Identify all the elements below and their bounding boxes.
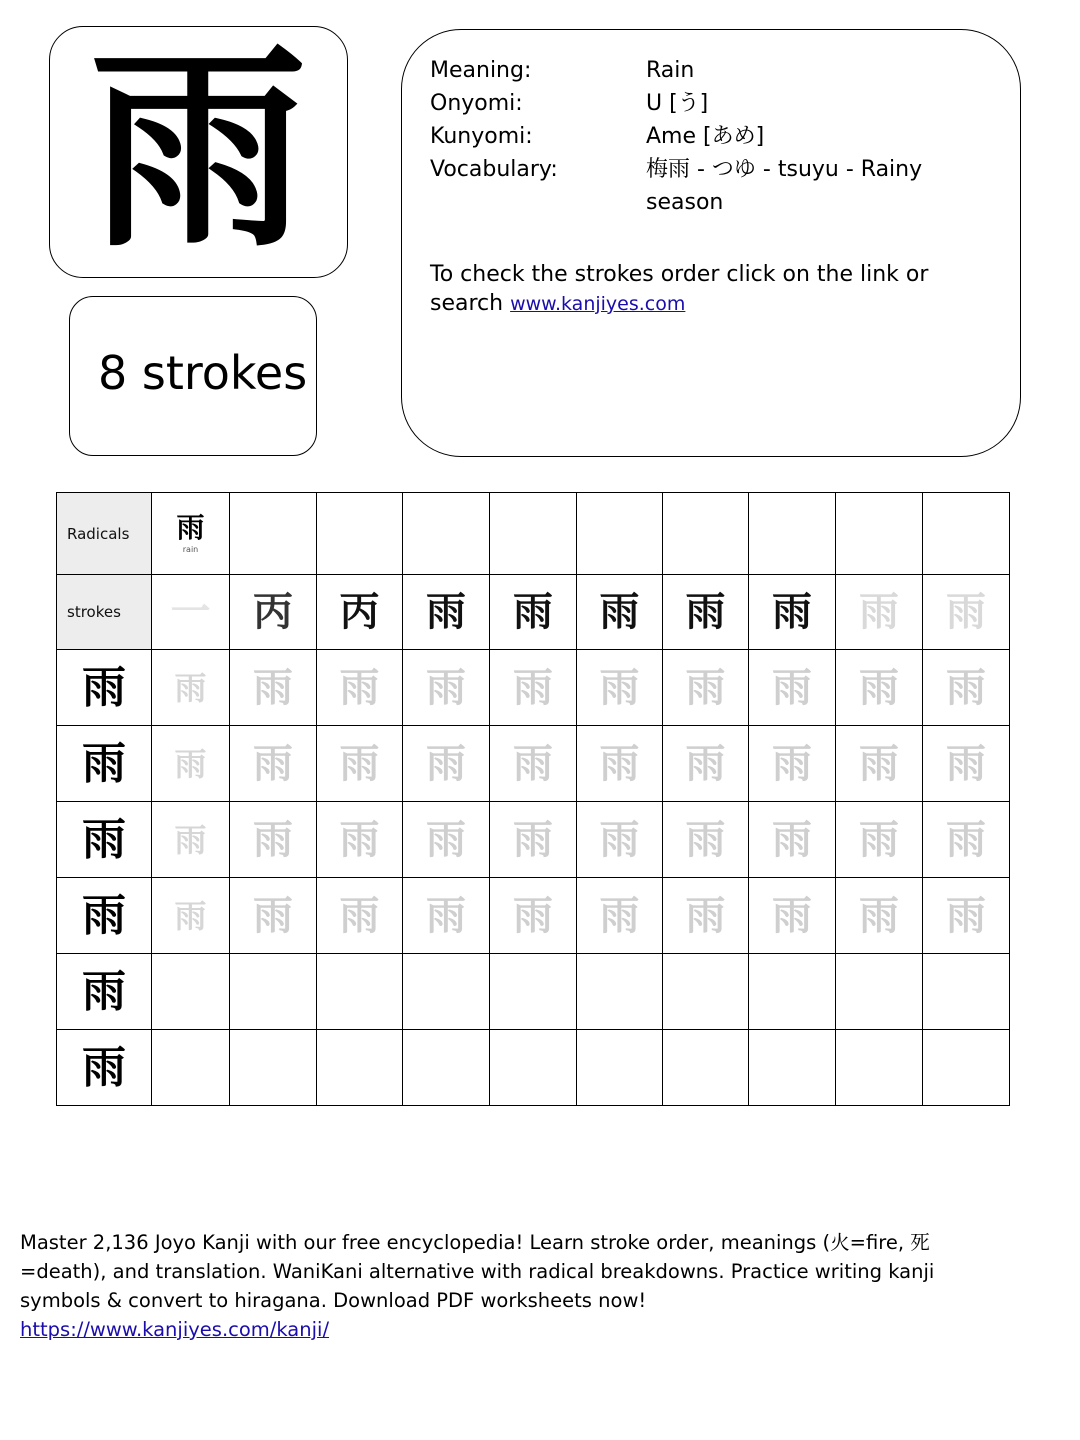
trace-cell[interactable] (490, 878, 577, 954)
footer-text: Master 2,136 Joyo Kanji with our free encyclopedia! Learn stroke order, meanings (火=fire, 死=death), and translation. WaniKani alternative with radical breakdowns. Practice writing kanji symbols & convert to hiragana. Download PDF worksheets now! (20, 1231, 935, 1312)
model-kanji: 雨 (82, 889, 126, 941)
radical-meaning: rain (182, 544, 199, 554)
trace-kanji: 雨 (174, 668, 207, 707)
vocabulary-label: Vocabulary: (430, 157, 558, 182)
trace-kanji: 雨 (174, 744, 207, 783)
blank-practice-cell[interactable] (923, 954, 1010, 1030)
kunyomi-label: Kunyomi: (430, 124, 533, 149)
empty-cell[interactable] (490, 493, 577, 575)
practice-row (57, 878, 1010, 954)
trace-cell[interactable] (230, 878, 317, 954)
info-card (401, 29, 1021, 457)
trace-cell[interactable] (663, 878, 749, 954)
trace-cell[interactable] (663, 650, 749, 726)
trace-kanji: 雨 (253, 663, 293, 711)
trace-kanji: 雨 (599, 815, 640, 863)
trace-kanji: 雨 (685, 891, 726, 939)
model-cell (57, 954, 152, 1030)
practice-row (57, 954, 1010, 1030)
model-kanji: 雨 (82, 1041, 126, 1093)
kanji-card (49, 21, 348, 278)
stroke-step: 雨 (426, 588, 466, 635)
trace-kanji: 雨 (513, 739, 553, 787)
meaning-label: Meaning: (430, 58, 532, 83)
model-cell (57, 726, 152, 802)
blank-practice-cell[interactable] (663, 954, 749, 1030)
trace-cell[interactable] (490, 802, 577, 878)
model-cell (57, 802, 152, 878)
stroke-step: 雨 (772, 588, 812, 635)
search-text: search (430, 291, 504, 316)
trace-cell[interactable] (490, 726, 577, 802)
trace-cell[interactable] (923, 650, 1010, 726)
stroke-step-cell (403, 575, 490, 650)
stroke-step: 雨 (599, 588, 640, 635)
empty-cell[interactable] (577, 493, 663, 575)
trace-cell[interactable] (230, 726, 317, 802)
empty-cell[interactable] (663, 493, 749, 575)
trace-cell[interactable] (836, 726, 923, 802)
strokes-row-label: strokes (57, 575, 152, 650)
trace-kanji: 雨 (772, 815, 812, 863)
trace-cell[interactable] (152, 726, 230, 802)
trace-kanji: 雨 (685, 739, 726, 787)
blank-practice-cell[interactable] (490, 1030, 577, 1106)
trace-kanji: 雨 (772, 891, 812, 939)
blank-practice-cell[interactable] (490, 954, 577, 1030)
empty-cell[interactable] (317, 493, 403, 575)
trace-cell[interactable] (749, 726, 836, 802)
trace-cell[interactable] (577, 726, 663, 802)
blank-practice-cell[interactable] (230, 954, 317, 1030)
trace-kanji: 雨 (174, 820, 207, 859)
stroke-step-cell (230, 575, 317, 650)
trace-cell[interactable] (577, 878, 663, 954)
blank-practice-cell[interactable] (577, 1030, 663, 1106)
trace-cell[interactable] (749, 878, 836, 954)
trace-cell[interactable] (403, 650, 490, 726)
stroke-step-cell (152, 575, 230, 650)
trace-cell[interactable] (152, 878, 230, 954)
trace-kanji: 雨 (513, 663, 553, 711)
stroke-count-card (69, 296, 317, 456)
blank-practice-cell[interactable] (403, 954, 490, 1030)
trace-kanji: 雨 (685, 815, 726, 863)
trace-kanji: 雨 (513, 815, 553, 863)
trace-kanji: 雨 (339, 815, 380, 863)
trace-kanji: 雨 (253, 815, 293, 863)
model-kanji: 雨 (82, 965, 126, 1017)
trace-cell[interactable] (490, 650, 577, 726)
trace-cell[interactable] (577, 802, 663, 878)
blank-practice-cell[interactable] (317, 1030, 403, 1106)
trace-kanji: 雨 (946, 891, 986, 939)
trace-kanji: 雨 (426, 891, 466, 939)
trace-kanji: 雨 (426, 739, 466, 787)
footer-blurb (20, 1228, 980, 1344)
onyomi-label: Onyomi: (430, 91, 523, 116)
stroke-step: 雨 (685, 588, 726, 635)
stroke-count-label: 8 strokes (98, 346, 308, 400)
trace-kanji: 雨 (772, 663, 812, 711)
trace-cell[interactable] (923, 878, 1010, 954)
radical-kanji: 雨 (176, 510, 205, 544)
trace-kanji: 雨 (513, 891, 553, 939)
trace-kanji: 雨 (599, 663, 640, 711)
stroke-step-cell (836, 575, 923, 650)
practice-row (57, 802, 1010, 878)
onyomi-value: U [う] (646, 91, 709, 116)
stroke-order-note (430, 260, 930, 319)
stroke-step: 丙 (253, 588, 293, 635)
stroke-step: 雨 (946, 588, 986, 635)
blank-practice-cell[interactable] (230, 1030, 317, 1106)
blank-practice-cell[interactable] (749, 954, 836, 1030)
kanjiyes-link[interactable]: www.kanjiyes.com (510, 293, 686, 315)
trace-cell[interactable] (317, 650, 403, 726)
stroke-step-cell (317, 575, 403, 650)
blank-practice-cell[interactable] (403, 1030, 490, 1106)
trace-cell[interactable] (403, 878, 490, 954)
practice-row (57, 726, 1010, 802)
trace-kanji: 雨 (339, 663, 380, 711)
trace-kanji: 雨 (426, 815, 466, 863)
model-cell (57, 1030, 152, 1106)
stroke-step-cell (749, 575, 836, 650)
radicals-label: Radicals (57, 493, 152, 575)
meaning-value: Rain (646, 58, 695, 83)
empty-cell[interactable] (230, 493, 317, 575)
trace-kanji: 雨 (599, 739, 640, 787)
stroke-step-cell (923, 575, 1010, 650)
trace-kanji: 雨 (859, 815, 899, 863)
trace-kanji: 雨 (426, 663, 466, 711)
trace-kanji: 雨 (859, 663, 899, 711)
trace-kanji: 雨 (174, 896, 207, 935)
blank-practice-cell[interactable] (317, 954, 403, 1030)
trace-cell[interactable] (403, 802, 490, 878)
trace-cell[interactable] (230, 802, 317, 878)
stroke-step: 丙 (339, 588, 380, 635)
radicals-row (57, 493, 1010, 575)
blank-practice-cell[interactable] (577, 954, 663, 1030)
empty-cell[interactable] (923, 493, 1010, 575)
strokes-row (57, 575, 1010, 650)
stroke-step: 雨 (859, 588, 899, 635)
stroke-step: 雨 (513, 588, 553, 635)
model-cell (57, 878, 152, 954)
trace-cell[interactable] (317, 878, 403, 954)
trace-cell[interactable] (749, 650, 836, 726)
blank-practice-cell[interactable] (749, 1030, 836, 1106)
blank-practice-cell[interactable] (663, 1030, 749, 1106)
trace-cell[interactable] (923, 802, 1010, 878)
trace-kanji: 雨 (339, 891, 380, 939)
trace-kanji: 雨 (859, 739, 899, 787)
practice-row (57, 1030, 1010, 1106)
empty-cell[interactable] (836, 493, 923, 575)
stroke-step-cell (490, 575, 577, 650)
model-kanji: 雨 (82, 737, 126, 789)
trace-cell[interactable] (836, 878, 923, 954)
trace-cell[interactable] (317, 802, 403, 878)
practice-row (57, 650, 1010, 726)
trace-cell[interactable] (663, 802, 749, 878)
trace-cell[interactable] (152, 802, 230, 878)
trace-cell[interactable] (663, 726, 749, 802)
blank-practice-cell[interactable] (923, 1030, 1010, 1106)
trace-kanji: 雨 (946, 739, 986, 787)
blank-practice-cell[interactable] (836, 1030, 923, 1106)
stroke-step: 一 (170, 588, 211, 635)
kanji-character: 雨 (89, 21, 308, 277)
empty-cell[interactable] (403, 493, 490, 575)
model-kanji: 雨 (82, 813, 126, 865)
trace-cell[interactable] (577, 650, 663, 726)
trace-cell[interactable] (836, 802, 923, 878)
kunyomi-value: Ame [あめ] (646, 124, 765, 149)
trace-kanji: 雨 (339, 739, 380, 787)
trace-kanji: 雨 (859, 891, 899, 939)
blank-practice-cell[interactable] (152, 954, 230, 1030)
practice-grid (56, 492, 1010, 1106)
trace-kanji: 雨 (946, 815, 986, 863)
trace-cell[interactable] (317, 726, 403, 802)
check-text: To check the strokes order click on the link or (430, 262, 929, 287)
model-cell (57, 650, 152, 726)
trace-kanji: 雨 (685, 663, 726, 711)
stroke-step-cell (577, 575, 663, 650)
trace-kanji: 雨 (772, 739, 812, 787)
footer-link[interactable]: https://www.kanjiyes.com/kanji/ (20, 1318, 330, 1341)
model-kanji: 雨 (82, 661, 126, 713)
trace-kanji: 雨 (253, 891, 293, 939)
trace-kanji: 雨 (253, 739, 293, 787)
trace-cell[interactable] (152, 650, 230, 726)
trace-cell[interactable] (749, 802, 836, 878)
trace-cell[interactable] (230, 650, 317, 726)
trace-cell[interactable] (836, 650, 923, 726)
stroke-step-cell (663, 575, 749, 650)
radical-cell (152, 493, 230, 575)
blank-practice-cell[interactable] (152, 1030, 230, 1106)
empty-cell[interactable] (749, 493, 836, 575)
trace-cell[interactable] (923, 726, 1010, 802)
trace-cell[interactable] (403, 726, 490, 802)
vocabulary-value: 梅雨 - つゆ - tsuyu - Rainy season (646, 157, 923, 215)
trace-kanji: 雨 (599, 891, 640, 939)
blank-practice-cell[interactable] (836, 954, 923, 1030)
trace-kanji: 雨 (946, 663, 986, 711)
